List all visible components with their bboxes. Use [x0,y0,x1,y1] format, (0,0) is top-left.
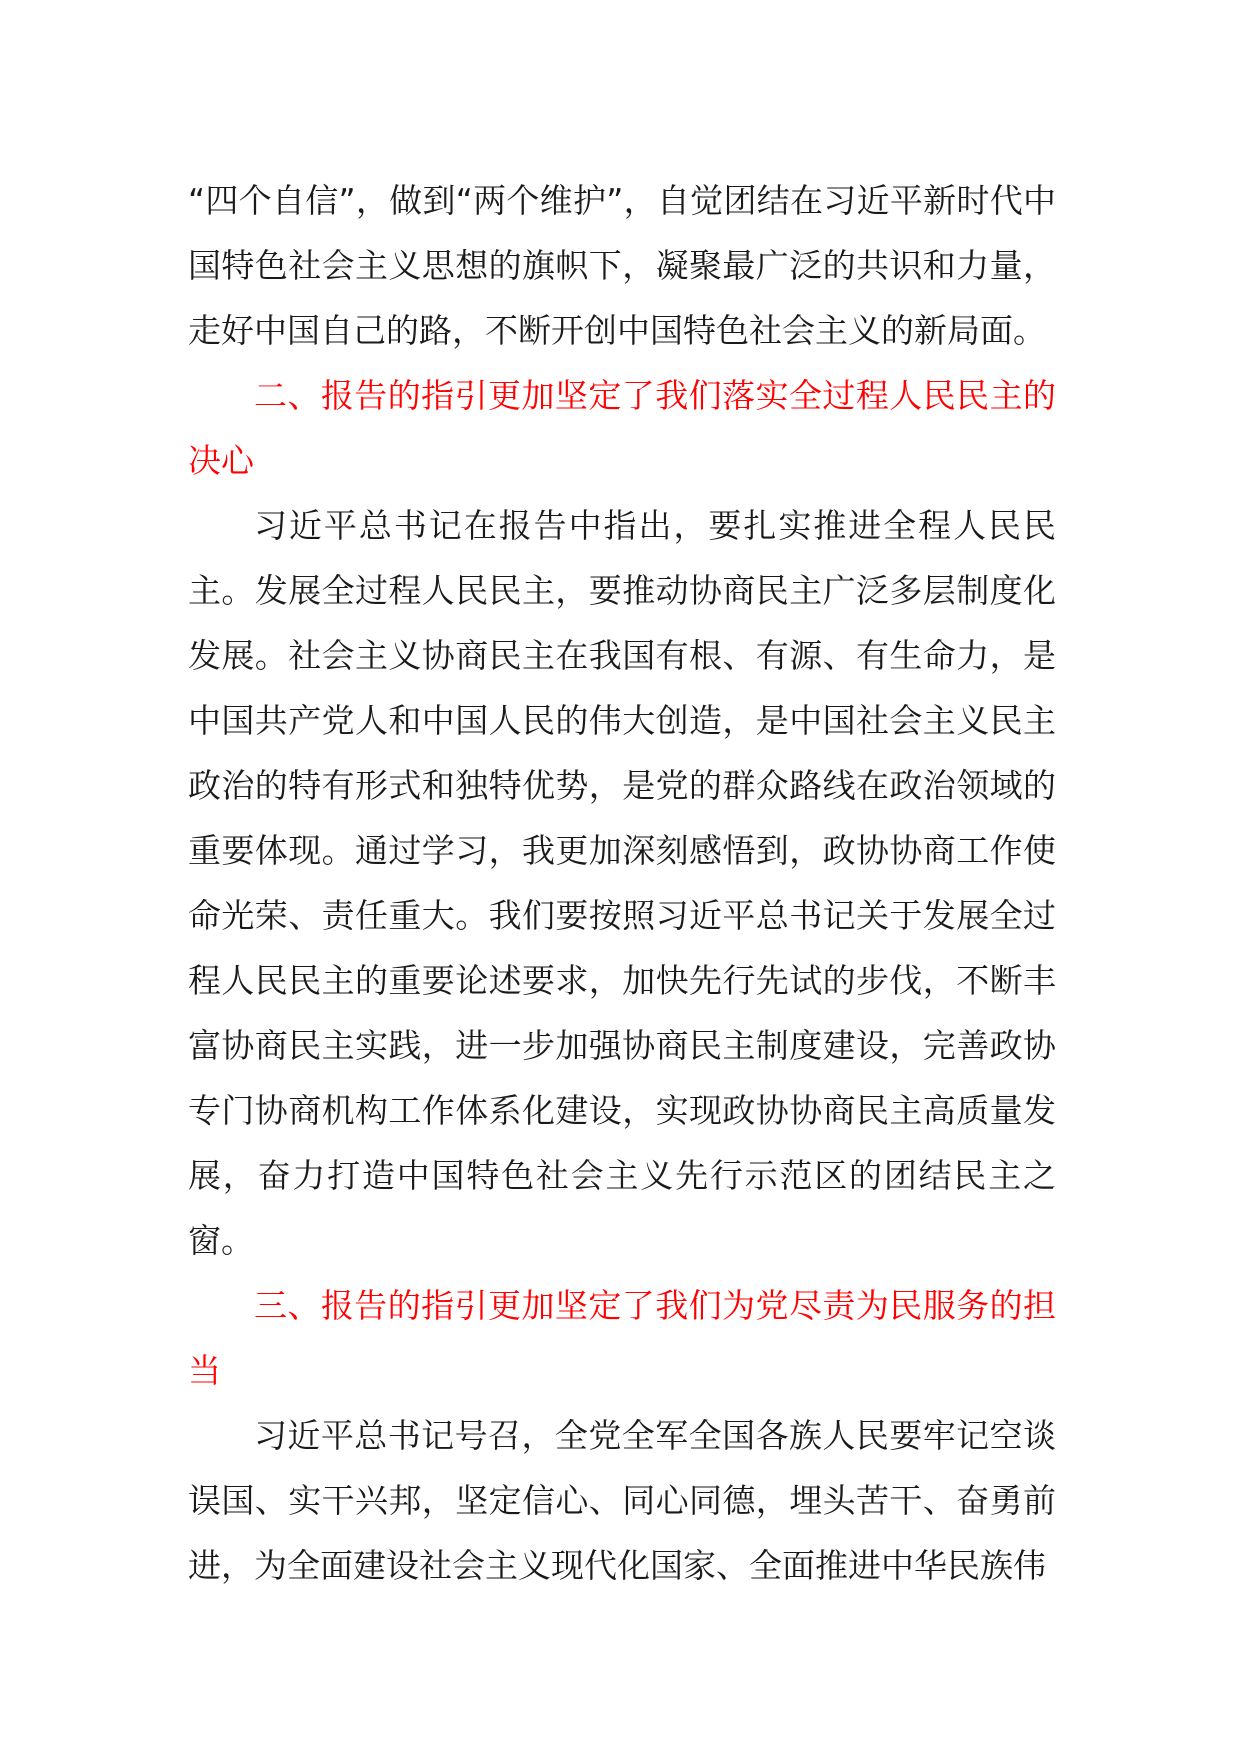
paragraph-responsibility: 习近平总书记号召，全党全军全国各族人民要牢记空谈误国、实干兴邦，坚定信心、同心同德，埋头苦干、奋勇前进，为全面建设社会主义现代化国家、全面推进中华民族伟 [188,1416,1056,1585]
section-heading-3: 三、报告的指引更加坚定了我们为党尽责为民服务的担当 [188,1286,1056,1390]
paragraph-whole-process-democracy: 习近平总书记在报告中指出，要扎实推进全程人民民主。发展全过程人民民主，要推动协商民主广泛多层制度化发展。社会主义协商民主在我国有根、有源、有生命力，是中国共产党人和中国人民的伟大创造，是中国社会主义民主政治的特有形式和独特优势，是党的群众路线在政治领域的重要体现。通过学习，我更加深刻感悟到，政协协商工作使命光荣、责任重大。我们要按照习近平总书记关于发展全过程人民民主的重要论述要求，加快先行先试的步伐，不断丰富协商民主实践，进一步加强协商民主制度建设，完善政协专门协商机构工作体系化建设，实现政协协商民主高质量发展，奋力打造中国特色社会主义先行示范区的团结民主之窗。 [188,506,1056,1260]
section-heading-2: 二、报告的指引更加坚定了我们落实全过程人民民主的决心 [188,376,1056,480]
document-body [188,168,1056,1598]
paragraph-continuation: “四个自信”，做到“两个维护”，自觉团结在习近平新时代中国特色社会主义思想的旗帜下，凝聚最广泛的共识和力量，走好中国自己的路，不断开创中国特色社会主义的新局面。 [188,181,1056,350]
